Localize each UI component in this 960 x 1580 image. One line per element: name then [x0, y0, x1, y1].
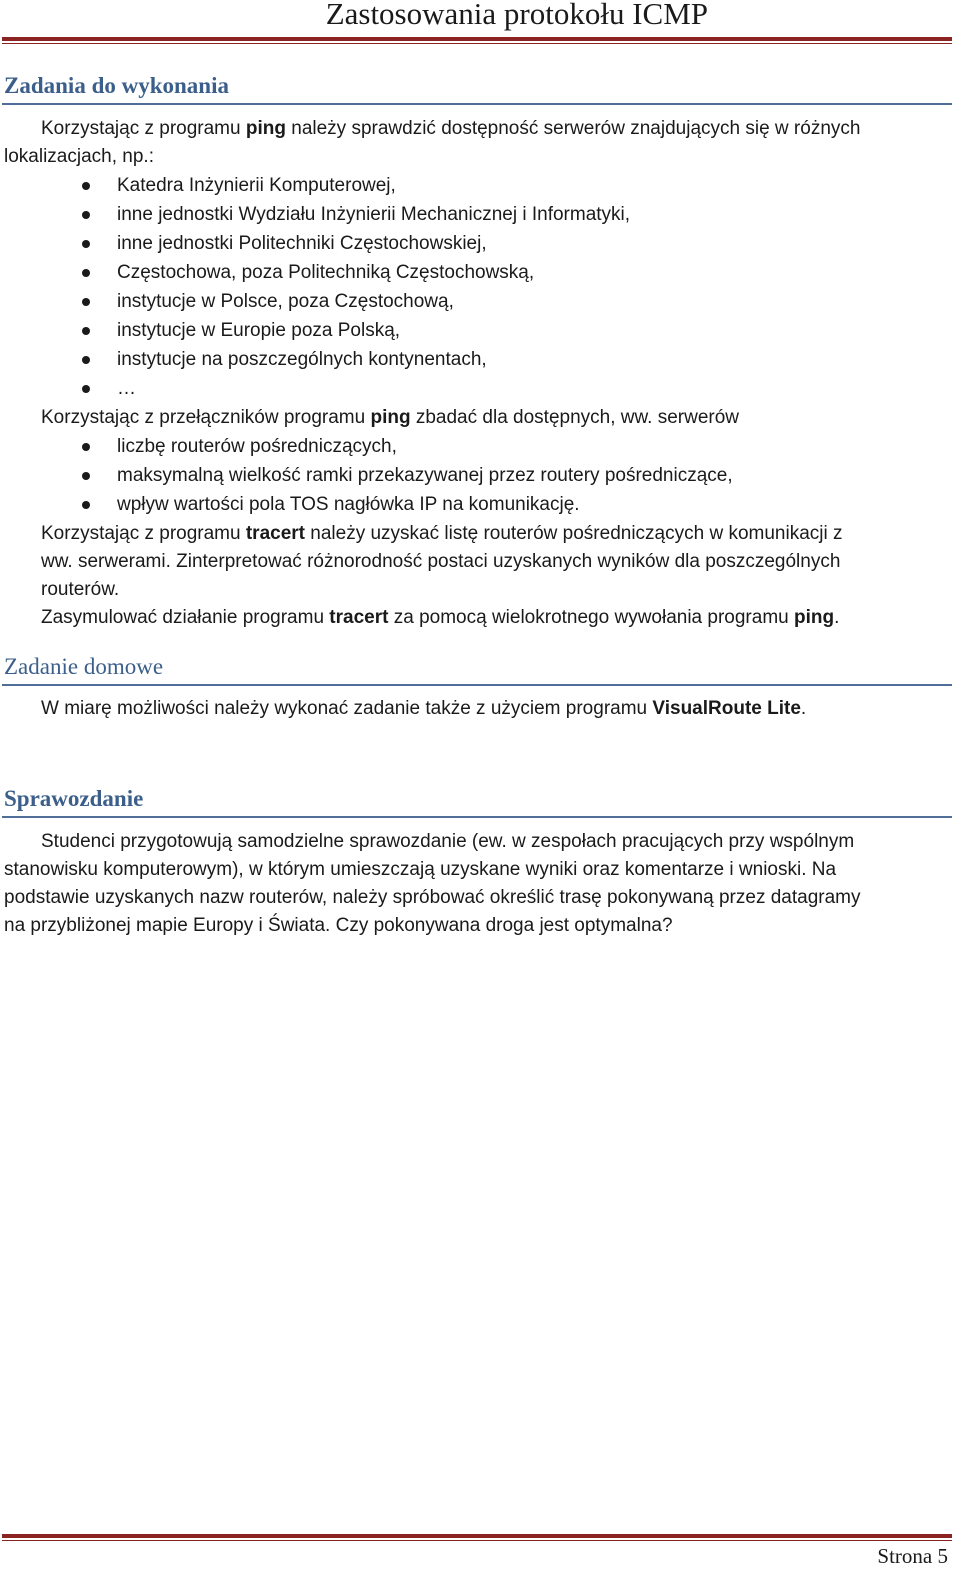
tracert-bold: tracert: [245, 523, 306, 544]
list-item: instytucje w Polsce, poza Częstochową,: [117, 288, 454, 316]
homework-paragraph: W miarę możliwości należy wykonać zadanie także z użyciem programu VisualRoute Lite.: [41, 698, 807, 719]
list-item: Katedra Inżynierii Komputerowej,: [117, 172, 396, 200]
tracert-line-2: ww. serwerami. Zinterpretować różnorodność postaci uzyskanych wyników dla poszczególnych: [41, 551, 841, 572]
tasks-intro-after: należy sprawdzić dostępność serwerów znajdujących się w różnych lokalizacjach, np.:: [4, 118, 861, 167]
bullet-icon: [82, 298, 90, 306]
report-line-3: podstawie uzyskanych nazw routerów, należy spróbować określić trasę pokonywaną przez datagramy: [4, 887, 861, 908]
report-line-4: na przybliżonej mapie Europy i Świata. Czy pokonywana droga jest optymalna?: [4, 915, 673, 936]
footer-rule-thick: [2, 1534, 952, 1538]
bullet-icon: [82, 327, 90, 335]
simulate-paragraph: Zasymulować działanie programu tracert za pomocą wielokrotnego wywołania programu ping.: [41, 607, 840, 628]
list-item: inne jednostki Wydziału Inżynierii Mechanicznej i Informatyki,: [117, 201, 630, 229]
tasks-intro-paragraph: [4, 115, 950, 171]
list-item: maksymalną wielkość ramki przekazywanej przez routery pośredniczące,: [117, 462, 733, 490]
list-item: inne jednostki Politechniki Częstochowskiej,: [117, 230, 487, 258]
footer-rule-thin: [2, 1540, 952, 1541]
bullet-icon: [82, 472, 90, 480]
section-heading-report: Sprawozdanie: [4, 786, 144, 811]
simulate-bold-tracert: tracert: [329, 607, 389, 628]
report-line-2: stanowisku komputerowym), w którym umieszczają uzyskane wyniki oraz komentarze i wnioski. Na: [4, 859, 837, 880]
switches-intro: Korzystając z przełączników programu ping zbadać dla dostępnych, ww. serwerów: [41, 407, 740, 428]
tasks-intro-bold: ping: [245, 118, 286, 139]
section-heading-tasks: Zadania do wykonania: [4, 73, 229, 98]
header-rule-thin: [2, 43, 952, 44]
simulate-bold-ping: ping: [794, 607, 835, 628]
header-rule-thick: [2, 37, 952, 41]
bullet-icon: [82, 269, 90, 277]
list-item: liczbę routerów pośredniczących,: [117, 433, 397, 461]
list-item: …: [117, 375, 136, 403]
bullet-icon: [82, 385, 90, 393]
document-title: Zastosowania protokołu ICMP: [325, 0, 708, 31]
homework-bold: VisualRoute Lite: [652, 698, 801, 719]
report-line-1: Studenci przygotowują samodzielne sprawozdanie (ew. w zespołach pracujących przy wspólnym: [41, 831, 855, 852]
list-item: wpływ wartości pola TOS nagłówka IP na komunikację.: [117, 491, 580, 519]
bullet-icon: [82, 501, 90, 509]
bullet-icon: [82, 443, 90, 451]
list-item: instytucje na poszczególnych kontynentach,: [117, 346, 487, 374]
bullet-icon: [82, 211, 90, 219]
section-rule-report: [2, 816, 952, 818]
list-item: Częstochowa, poza Politechniką Częstochowską,: [117, 259, 534, 287]
tracert-line-3: routerów.: [41, 579, 120, 600]
switches-intro-bold: ping: [370, 407, 411, 428]
section-rule-homework: [2, 684, 952, 686]
page-number: Strona 5: [877, 1544, 948, 1568]
section-rule-tasks: [2, 103, 952, 105]
list-item: instytucje w Europie poza Polską,: [117, 317, 400, 345]
tasks-intro-before: Korzystając z programu: [41, 118, 246, 139]
bullet-icon: [82, 240, 90, 248]
bullet-icon: [82, 356, 90, 364]
bullet-icon: [82, 182, 90, 190]
tracert-line-1: Korzystając z programu tracert należy uzyskać listę routerów pośredniczących w komunikacji z: [41, 523, 843, 544]
section-heading-homework: Zadanie domowe: [4, 654, 164, 679]
